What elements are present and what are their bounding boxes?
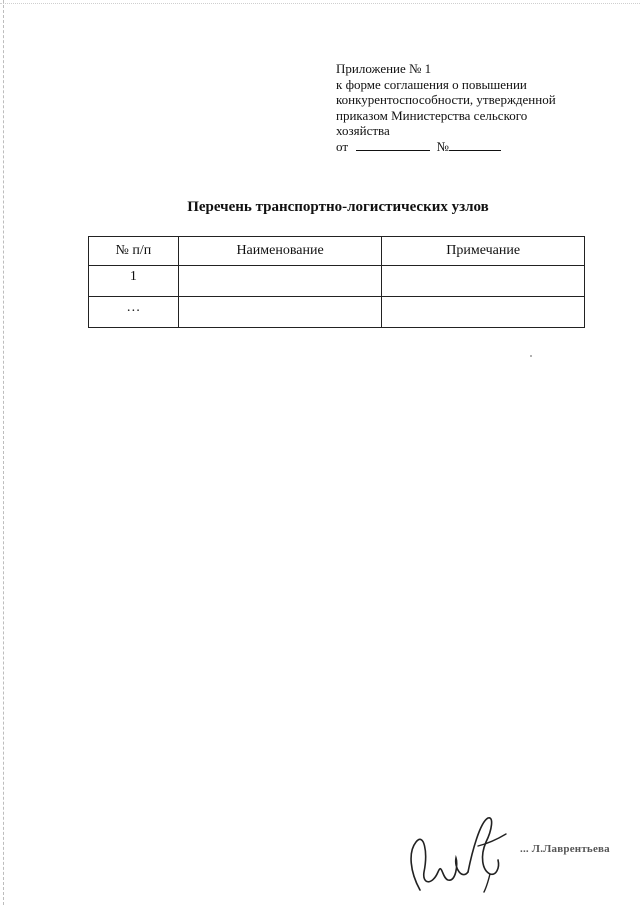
table-row (89, 266, 585, 297)
table-header-row (89, 237, 585, 266)
number-blank (449, 139, 501, 151)
table-cell (382, 297, 585, 328)
handwritten-signature (402, 812, 514, 894)
annex-line-1: Приложение № 1 (336, 61, 432, 76)
scan-speck (530, 355, 532, 357)
date-prefix: от (336, 138, 349, 154)
scan-left-edge (3, 0, 4, 905)
date-blank (356, 139, 430, 151)
header-name: Наименование (178, 237, 382, 266)
table-cell (178, 297, 382, 328)
table-cell (178, 266, 382, 297)
annex-line-5: хозяйства (336, 123, 390, 138)
signer-name: ... Л.Лаврентьева (520, 843, 610, 855)
table-cell (382, 266, 585, 297)
table-cell: … (89, 297, 179, 328)
page-title: Перечень транспортно-логистических узлов (187, 199, 489, 215)
table-cell: 1 (89, 266, 179, 297)
header-note: Примечание (382, 237, 585, 266)
annex-line-3: конкурентоспособности, утвержденной (336, 92, 556, 107)
annex-block (336, 61, 576, 154)
annex-date-line (336, 139, 576, 155)
table-row (89, 297, 585, 328)
number-prefix: № (436, 138, 449, 154)
annex-line-2: к форме соглашения о повышении (336, 76, 527, 92)
scan-top-edge (0, 3, 640, 4)
nodes-table (88, 236, 585, 328)
header-number: № п/п (89, 237, 179, 266)
annex-line-4: приказом Министерства сельского (336, 107, 528, 123)
